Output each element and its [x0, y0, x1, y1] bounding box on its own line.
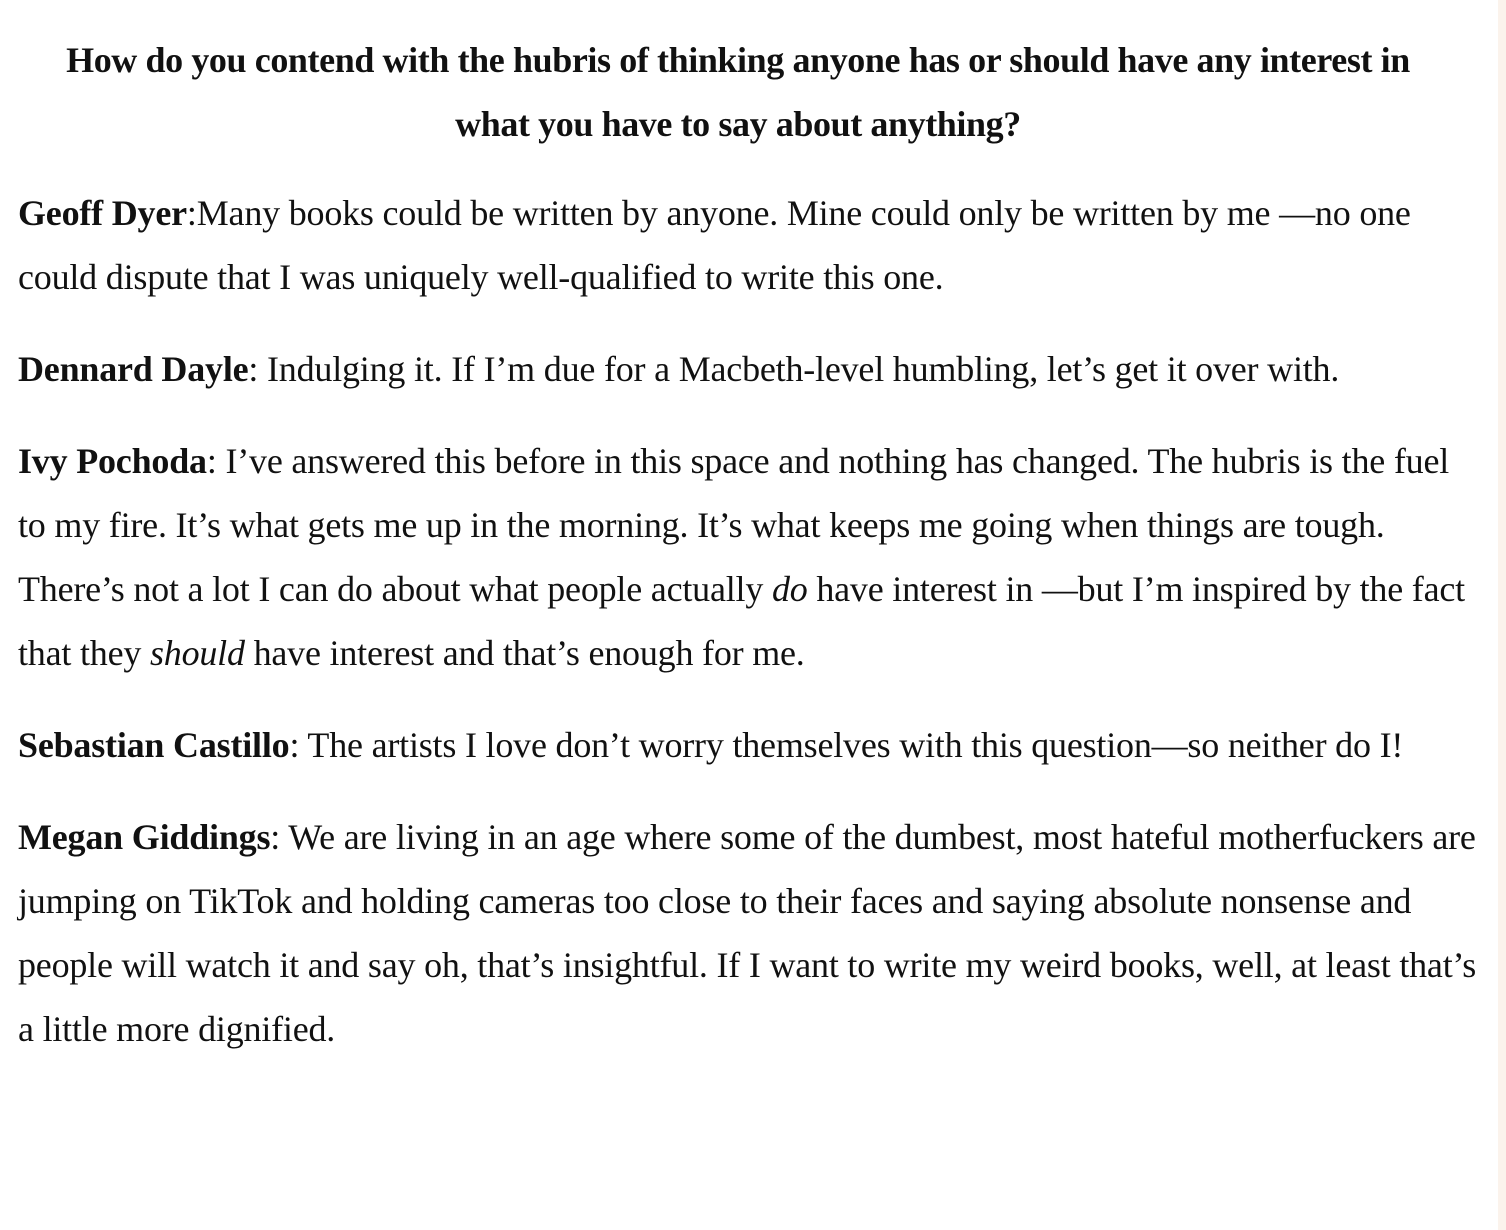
answer-sebastian-castillo — [18, 713, 1478, 777]
question-heading: How do you contend with the hubris of thinking anyone has or should have any interest in what you have to say about anything? — [66, 40, 1410, 144]
answer-text: Indulging it. If I’m due for a Macbeth-level humbling, let’s get it over with. — [267, 349, 1340, 389]
emphasis-text: should — [149, 633, 245, 673]
answer-text: have interest in —but I’m inspired by the fact that they — [18, 569, 1465, 673]
answers-list — [18, 181, 1478, 1089]
answer-text: Many books could be written by anyone. Mine could only be written by me —no one could dispute that I was uniquely well-qualified to write this one. — [18, 193, 1411, 297]
speaker-name: Geoff Dyer — [18, 193, 187, 233]
answer-megan-giddings — [18, 805, 1478, 1061]
answer-geoff-dyer — [18, 181, 1478, 309]
speaker-separator: : — [270, 817, 289, 857]
answer-text: have interest and that’s enough for me. — [244, 633, 805, 673]
speaker-name: Megan Giddings — [18, 817, 271, 857]
speaker-name: Dennard Dayle — [18, 349, 249, 389]
speaker-separator: : — [206, 441, 226, 481]
speaker-name: Sebastian Castillo — [18, 725, 290, 765]
answer-text: The artists I love don’t worry themselves with this question—so neither do I! — [307, 725, 1404, 765]
emphasis-text: do — [771, 569, 808, 609]
speaker-separator: : — [186, 193, 197, 233]
answer-dennard-dayle — [18, 337, 1478, 401]
speaker-separator: : — [289, 725, 308, 765]
speaker-separator: : — [248, 349, 268, 389]
speaker-name: Ivy Pochoda — [18, 441, 207, 481]
page-edge — [1498, 0, 1506, 1230]
answer-text: I’ve answered this before in this space and nothing has changed. The hubris is the fuel to my fire. It’s what gets me up in the morning. It’s what keeps me going when things are tough. There’s not a lot I can do about what people actually — [18, 441, 1450, 609]
answer-text: We are living in an age where some of the dumbest, most hateful motherfuckers are jumping on TikTok and holding cameras too close to their faces and saying absolute nonsense and people will watch it and say oh, that’s insightful. If I want to write my weird books, well, at least that’s a little more dignified. — [18, 817, 1477, 1049]
answer-ivy-pochoda — [18, 429, 1478, 685]
